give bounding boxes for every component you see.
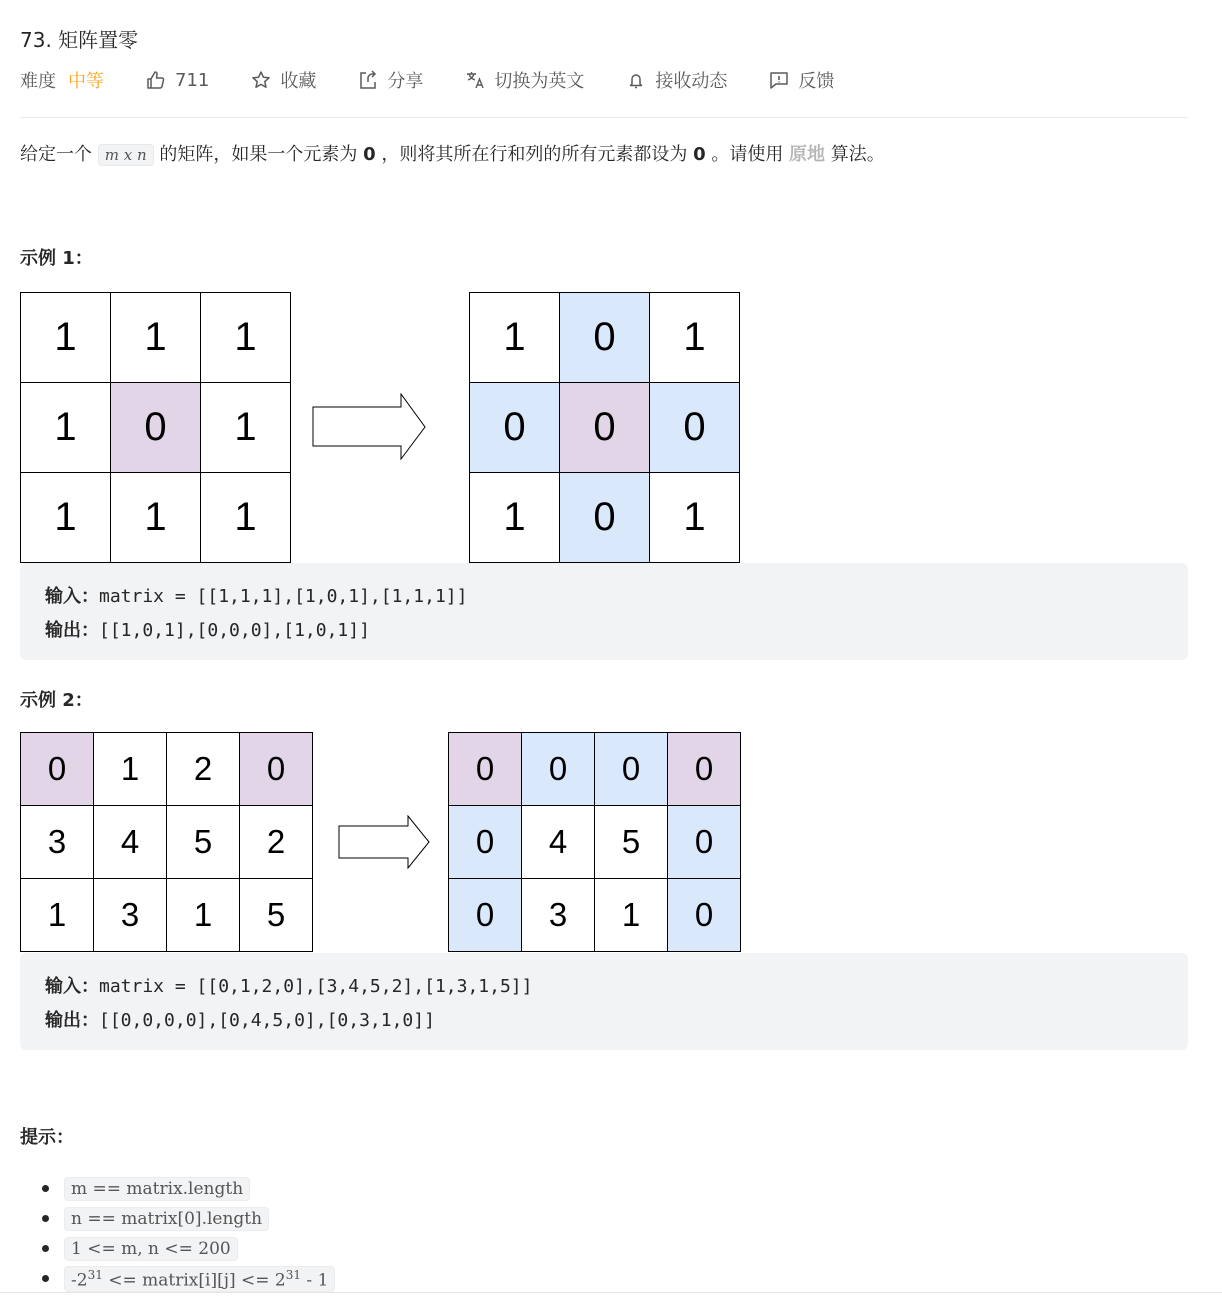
- example-2-input-text: matrix = [[0,1,2,0],[3,4,5,2],[1,3,1,5]]: [99, 976, 533, 997]
- matrix-cell: 1: [20, 472, 111, 563]
- favorite-label: 收藏: [280, 71, 317, 92]
- hint-4-b: <= matrix[i][j] <= 2: [102, 1270, 286, 1291]
- example-1-title: 示例 1：: [20, 248, 93, 269]
- matrix-cell: 1: [110, 472, 201, 563]
- hint-code: [64, 1266, 335, 1293]
- hint-code: 1 <= m, n <= 200: [64, 1237, 238, 1261]
- matrix-cell: 0: [594, 732, 668, 806]
- matrix-cell: 1: [469, 472, 560, 563]
- share-icon: [358, 70, 378, 90]
- matrix-cell: 0: [559, 472, 650, 563]
- bullet: [42, 1275, 49, 1282]
- matrix-cell: 1: [20, 292, 111, 383]
- hint-4-sup-1: 31: [87, 1267, 103, 1282]
- example-2-title: 示例 2：: [20, 690, 93, 711]
- like-button[interactable]: [146, 70, 209, 91]
- matrix-cell: 3: [521, 878, 595, 952]
- translate-icon: [465, 70, 485, 90]
- hint-code: n == matrix[0].length: [64, 1207, 269, 1231]
- matrix-cell: 5: [166, 805, 240, 879]
- hint-item: [64, 1176, 250, 1202]
- thumbs-up-icon: [146, 70, 166, 90]
- example-2-output-text: [[0,0,0,0],[0,4,5,0],[0,3,1,0]]: [99, 1010, 435, 1031]
- star-icon: [251, 70, 271, 90]
- problem-description: [20, 140, 885, 170]
- difficulty-label: 难度: [20, 71, 56, 92]
- matrix-cell: 0: [20, 732, 94, 806]
- page-title: 73. 矩阵置零: [20, 28, 139, 52]
- share-label: 分享: [387, 71, 424, 92]
- bottom-divider: [0, 1292, 1222, 1293]
- matrix-cell: 1: [200, 472, 291, 563]
- switch-language-button[interactable]: [465, 67, 584, 93]
- matrix-cell: 0: [667, 732, 741, 806]
- matrix-cell: 0: [448, 732, 522, 806]
- example-1-output-text: [[1,0,1],[0,0,0],[1,0,1]]: [99, 620, 370, 641]
- matrix-cell: 0: [469, 382, 560, 473]
- arrow-right-icon: [312, 393, 428, 461]
- desc-zero-1: 0: [363, 144, 376, 165]
- matrix-cell: 0: [559, 382, 650, 473]
- matrix-cell: 1: [93, 732, 167, 806]
- matrix-cell: 1: [200, 382, 291, 473]
- matrix-cell: 1: [649, 472, 740, 563]
- share-button[interactable]: [358, 67, 423, 93]
- bell-icon: [626, 70, 646, 90]
- hint-code: m == matrix.length: [64, 1177, 250, 1201]
- example-1-input-text: matrix = [[1,1,1],[1,0,1],[1,1,1]]: [99, 586, 468, 607]
- desc-text-5: 算法。: [825, 144, 885, 165]
- matrix-cell: 1: [20, 382, 111, 473]
- matrix-cell: 0: [649, 382, 740, 473]
- matrix-cell: 0: [110, 382, 201, 473]
- arrow-right-icon: [338, 815, 432, 869]
- bullet: [42, 1245, 49, 1252]
- hint-4-a: -2: [71, 1270, 88, 1291]
- hint-4-c: - 1: [301, 1270, 329, 1291]
- matrix-cell: 2: [239, 805, 313, 879]
- desc-zero-2: 0: [693, 144, 706, 165]
- matrix-cell: 1: [110, 292, 201, 383]
- hint-item: [64, 1206, 269, 1232]
- switch-language-label: 切换为英文: [494, 71, 585, 92]
- matrix-cell: 0: [667, 805, 741, 879]
- matrix-cell: 0: [448, 805, 522, 879]
- matrix-cell: 4: [93, 805, 167, 879]
- example-1-output-label: 输出：: [45, 620, 99, 641]
- favorite-button[interactable]: [251, 67, 316, 93]
- desc-text-3: ，则将其所在行和列的所有元素都设为: [375, 144, 694, 165]
- feedback-icon: [769, 70, 789, 90]
- example-2-code-block: [20, 953, 1188, 1050]
- bullet: [42, 1215, 49, 1222]
- matrix-cell: 0: [239, 732, 313, 806]
- matrix-cell: 2: [166, 732, 240, 806]
- hint-item: [64, 1236, 238, 1262]
- matrix-cell: 3: [20, 805, 94, 879]
- desc-text-4: 。请使用: [705, 144, 790, 165]
- matrix-cell: 0: [448, 878, 522, 952]
- matrix-cell: 0: [521, 732, 595, 806]
- notify-label: 接收动态: [655, 71, 728, 92]
- matrix-cell: 1: [469, 292, 560, 383]
- matrix-cell: 1: [200, 292, 291, 383]
- matrix-cell: 1: [166, 878, 240, 952]
- matrix-cell: 1: [594, 878, 668, 952]
- matrix-cell: 0: [559, 292, 650, 383]
- hint-item: [64, 1266, 335, 1292]
- example-2-input-label: 输入：: [45, 976, 99, 997]
- desc-code-mxn: m x n: [98, 144, 154, 166]
- matrix-cell: 4: [521, 805, 595, 879]
- example-1-input-label: 输入：: [45, 586, 99, 607]
- example-2-output-label: 输出：: [45, 1010, 99, 1031]
- bullet: [42, 1185, 49, 1192]
- hints-title: 提示：: [20, 1127, 74, 1148]
- desc-inplace-link[interactable]: 原地: [789, 144, 826, 165]
- matrix-cell: 1: [649, 292, 740, 383]
- like-count: 711: [175, 69, 210, 91]
- matrix-cell: 3: [93, 878, 167, 952]
- difficulty-value: 中等: [68, 71, 104, 92]
- desc-text-2: 的矩阵，如果一个元素为: [153, 144, 364, 165]
- header-divider: [20, 117, 1188, 118]
- matrix-cell: 1: [20, 878, 94, 952]
- difficulty: [20, 67, 104, 93]
- example-1-code-block: [20, 563, 1188, 660]
- hint-4-sup-2: 31: [285, 1267, 302, 1282]
- desc-text-1: 给定一个: [20, 144, 98, 165]
- feedback-label: 反馈: [798, 71, 835, 92]
- notify-button[interactable]: [626, 67, 727, 93]
- problem-meta-bar: [20, 66, 876, 94]
- feedback-button[interactable]: [769, 67, 834, 93]
- matrix-cell: 5: [594, 805, 668, 879]
- matrix-cell: 0: [667, 878, 741, 952]
- matrix-cell: 5: [239, 878, 313, 952]
